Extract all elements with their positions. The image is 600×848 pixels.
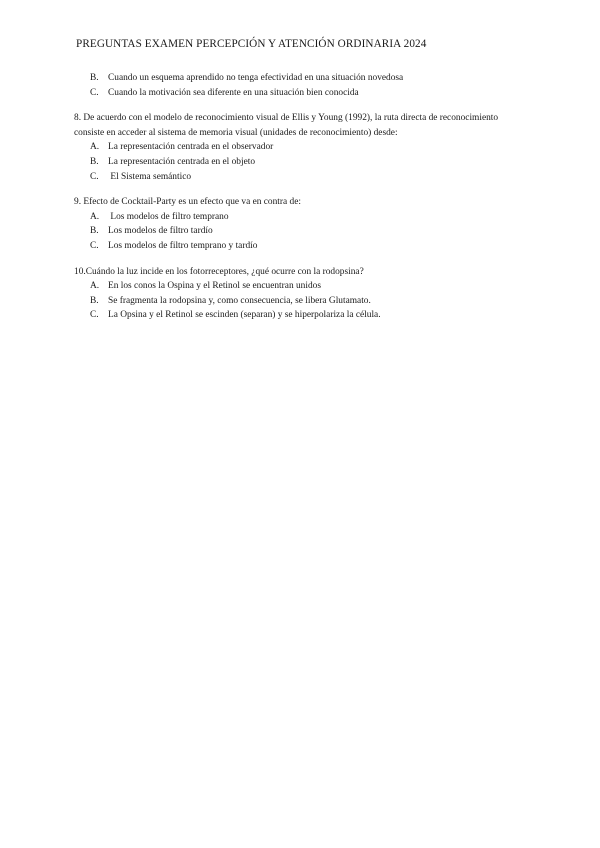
option-text: Cuando un esquema aprendido no tenga efectividad en una situación novedosa [108, 73, 404, 83]
question-stem: 10.Cuándo la luz incide en los fotorreceptores, ¿qué ocurre con la rodopsina? [74, 266, 364, 277]
option-letter: B. [90, 73, 99, 83]
option-letter: A. [90, 281, 100, 292]
option-a [74, 279, 526, 294]
option-c [74, 239, 526, 254]
question-stem: 9. Efecto de Cocktail-Party es un efecto que va en contra de: [74, 197, 301, 208]
option-b [74, 294, 526, 309]
question-8 [74, 111, 526, 184]
option-text: Se fragmenta la rodopsina y, como consecuencia, se libera Glutamato. [108, 295, 371, 306]
option-c [74, 308, 526, 323]
option-a [74, 210, 526, 225]
option-text: La representación centrada en el observador [108, 142, 274, 153]
question-options [74, 140, 526, 184]
option-a [74, 140, 526, 155]
question-stem: 8. De acuerdo con el modelo de reconocimiento visual de Ellis y Young (1992), la ruta directa de reconocimiento consiste en acceder al sistema de memoria visual (unidades de reconocimiento) desde: [74, 113, 499, 138]
option-text: Los modelos de filtro temprano y tardío [108, 240, 258, 251]
option-b [74, 155, 526, 170]
option-letter: B. [90, 226, 99, 237]
question-10 [74, 265, 526, 323]
question-options [74, 210, 526, 254]
option-text: Cuando la motivación sea diferente en una situación bien conocida [108, 87, 359, 98]
question-9 [74, 195, 526, 253]
option-text: En los conos la Ospina y el Retinol se encuentran unidos [108, 281, 321, 292]
question-options [74, 279, 526, 323]
option-letter: C. [90, 310, 99, 321]
option-text: El Sistema semántico [108, 171, 192, 182]
option-text: La representación centrada en el objeto [108, 156, 256, 167]
option-text: Los modelos de filtro temprano [108, 211, 229, 222]
page-header: PREGUNTAS EXAMEN PERCEPCIÓN Y ATENCIÓN ORDINARIA 2024 [76, 38, 427, 50]
document-body [74, 71, 526, 323]
continued-options [74, 71, 526, 100]
option-c [74, 86, 526, 101]
option-letter: A. [90, 142, 100, 153]
option-letter: B. [90, 156, 99, 167]
option-text: La Opsina y el Retinol se escinden (separan) y se hiperpolariza la célula. [108, 310, 381, 321]
option-letter: C. [90, 171, 99, 182]
option-letter: C. [90, 240, 99, 251]
option-c [74, 170, 526, 185]
option-b [74, 71, 526, 86]
option-b [74, 224, 526, 239]
option-letter: A. [90, 211, 100, 222]
option-letter: B. [90, 295, 99, 306]
option-text: Los modelos de filtro tardío [108, 226, 213, 237]
option-letter: C. [90, 87, 99, 98]
